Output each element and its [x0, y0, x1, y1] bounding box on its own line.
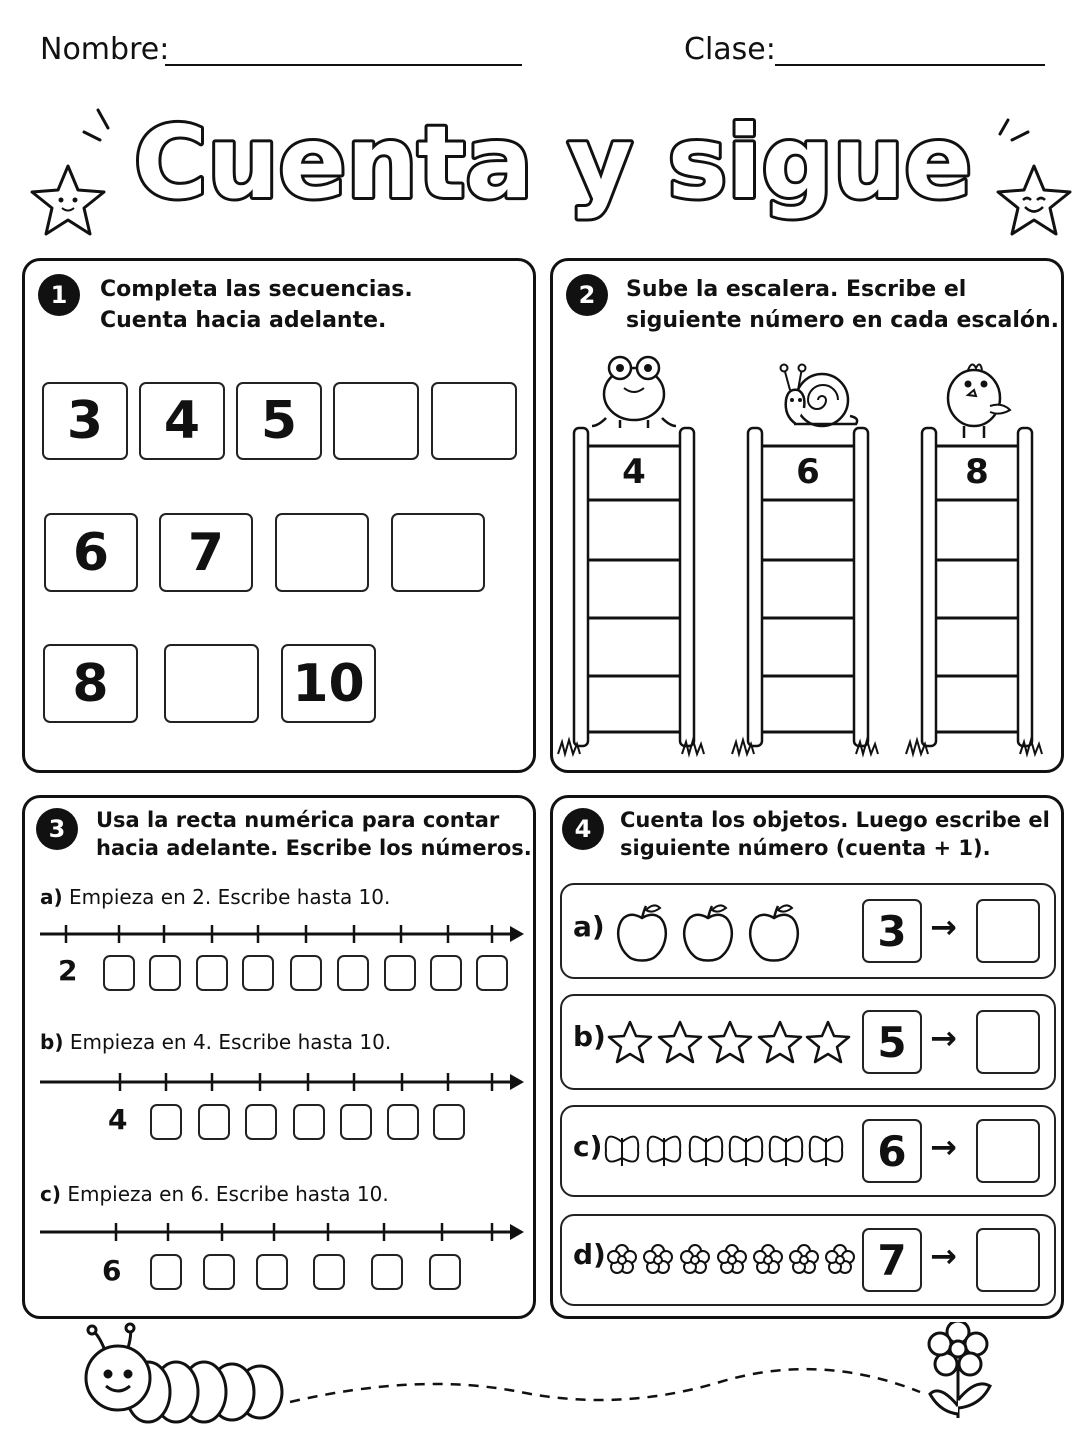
ladders-illustration [550, 340, 1064, 765]
apple-icon [750, 905, 798, 960]
sequence-box: 5 [236, 382, 322, 460]
item-a-label: a) Empieza en 2. Escribe hasta 10. [40, 885, 391, 909]
answer-box[interactable] [275, 513, 369, 592]
page-title-art [0, 80, 1086, 250]
sequence-box: 7 [159, 513, 253, 592]
section-2-instruction: Sube la escalera. Escribe el siguiente número en cada escalón. [626, 277, 1060, 333]
flower-icon [718, 1245, 746, 1273]
apple-icon [684, 905, 732, 960]
answer-box[interactable] [245, 1104, 277, 1140]
name-label: Nombre: [40, 32, 170, 67]
answer-box[interactable] [976, 1228, 1040, 1292]
section-2-badge: 2 [566, 274, 608, 316]
chick-icon [948, 364, 1010, 438]
sequence-box: 8 [43, 644, 138, 723]
row-label: d) [573, 1238, 606, 1271]
ladder-start-number: 4 [622, 452, 646, 492]
answer-box[interactable] [103, 955, 135, 991]
answer-box[interactable] [313, 1254, 345, 1290]
apples-group [610, 898, 810, 962]
answer-box[interactable] [198, 1104, 230, 1140]
answer-box[interactable] [242, 955, 274, 991]
sequence-box: 10 [281, 644, 376, 723]
butterfly-icon [770, 1137, 802, 1166]
class-label: Clase: [684, 32, 776, 67]
section-3-badge: 3 [36, 808, 78, 850]
star-icon [709, 1022, 751, 1062]
apple-icon [618, 905, 666, 960]
row-label: a) [573, 910, 605, 943]
answer-box[interactable] [431, 382, 517, 460]
star-icon [759, 1022, 801, 1062]
section-4-instruction: Cuenta los objetos. Luego escribe el siguiente número (cuenta + 1). [620, 808, 1050, 860]
caterpillar-icon [86, 1324, 282, 1422]
answer-box[interactable] [293, 1104, 325, 1140]
section-1-instruction: Completa las secuencias. Cuenta hacia adelante. [100, 277, 413, 333]
arrow-icon: → [930, 1237, 957, 1275]
section-4-badge: 4 [562, 808, 604, 850]
flower-icon [644, 1245, 672, 1273]
answer-box[interactable] [196, 955, 228, 991]
answer-box[interactable] [290, 955, 322, 991]
snail-icon [781, 365, 858, 427]
star-icon [609, 1022, 651, 1062]
sequence-box: 3 [42, 382, 128, 460]
name-field[interactable] [165, 64, 522, 66]
answer-box[interactable] [430, 955, 462, 991]
class-field[interactable] [775, 64, 1045, 66]
start-number-a: 2 [58, 954, 78, 987]
butterfly-icon [606, 1137, 638, 1166]
star-icon [807, 1022, 849, 1062]
answer-box[interactable] [164, 644, 259, 723]
flower-icon [608, 1245, 636, 1273]
answer-box[interactable] [976, 1010, 1040, 1074]
frog-icon [592, 357, 676, 428]
section-3-instruction: Usa la recta numérica para contar hacia adelante. Escribe los números. [96, 808, 532, 860]
butterflies-group [602, 1130, 852, 1174]
item-c-label: c) Empieza en 6. Escribe hasta 10. [40, 1182, 389, 1206]
answer-box[interactable] [976, 899, 1040, 963]
answer-box[interactable] [203, 1254, 235, 1290]
start-number-c: 6 [102, 1254, 122, 1287]
row-label: b) [573, 1020, 606, 1053]
ladder-start-number: 8 [965, 452, 989, 492]
flowers-group [604, 1238, 860, 1280]
flower-icon [681, 1245, 709, 1273]
butterfly-icon [690, 1137, 722, 1166]
arrow-icon: → [930, 908, 957, 946]
section-1-badge: 1 [38, 274, 80, 316]
start-number-b: 4 [108, 1103, 128, 1136]
flower-icon [754, 1245, 782, 1273]
answer-box[interactable] [337, 955, 369, 991]
row-label: c) [573, 1130, 603, 1163]
item-b-label: b) Empieza en 4. Escribe hasta 10. [40, 1030, 392, 1054]
flower-icon [790, 1245, 818, 1273]
answer-box[interactable] [976, 1119, 1040, 1183]
answer-box[interactable] [150, 1254, 182, 1290]
page-title: Cuenta y sigue [133, 104, 973, 221]
number-line-c [36, 1218, 526, 1248]
answer-box[interactable] [333, 382, 419, 460]
count-box: 7 [862, 1228, 922, 1292]
flower-icon [929, 1322, 990, 1418]
number-line-a [36, 920, 526, 950]
answer-box[interactable] [384, 955, 416, 991]
answer-box[interactable] [429, 1254, 461, 1290]
sequence-box: 6 [44, 513, 138, 592]
count-box: 6 [862, 1119, 922, 1183]
count-box: 5 [862, 1010, 922, 1074]
star-icon [659, 1022, 701, 1062]
butterfly-icon [730, 1137, 762, 1166]
stars-group [606, 1018, 856, 1066]
answer-box[interactable] [149, 955, 181, 991]
answer-box[interactable] [476, 955, 508, 991]
smiling-star-icon [992, 160, 1076, 244]
dashed-path [290, 1369, 920, 1402]
butterfly-icon [810, 1137, 842, 1166]
count-box: 3 [862, 899, 922, 963]
smiling-star-icon [26, 160, 110, 244]
answer-box[interactable] [256, 1254, 288, 1290]
butterfly-icon [648, 1137, 680, 1166]
flower-icon [826, 1245, 854, 1273]
sequence-box: 4 [139, 382, 225, 460]
answer-box[interactable] [391, 513, 485, 592]
answer-box[interactable] [371, 1254, 403, 1290]
answer-box[interactable] [433, 1104, 465, 1140]
answer-box[interactable] [387, 1104, 419, 1140]
ladder-start-number: 6 [796, 452, 820, 492]
arrow-icon: → [930, 1128, 957, 1166]
answer-box[interactable] [340, 1104, 372, 1140]
footer-illustration [0, 1322, 1086, 1442]
arrow-icon: → [930, 1019, 957, 1057]
answer-box[interactable] [150, 1104, 182, 1140]
number-line-b [36, 1068, 526, 1098]
